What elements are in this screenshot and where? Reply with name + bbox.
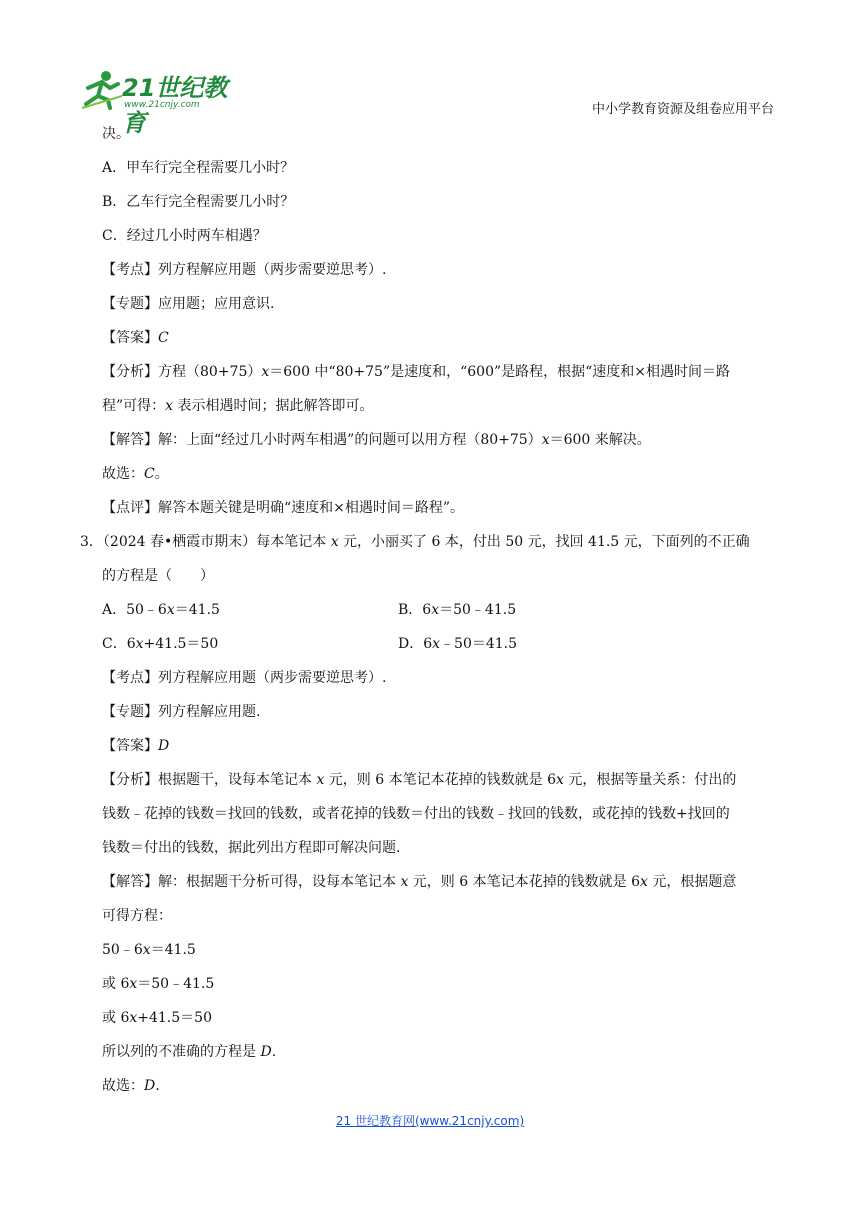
text-run: . — [271, 1044, 277, 1060]
q2-kaodian: 【考点】列方程解应用题（两步需要逆思考）. — [102, 262, 387, 278]
text-run: 【分析】方程（80+75） — [102, 364, 262, 380]
text-run: 【解答】解：根据题干分析可得，设每本笔记本 — [102, 874, 401, 890]
q3-option-c — [102, 634, 218, 654]
variable-x: x — [166, 602, 175, 618]
q2-fenxi-line1 — [102, 362, 730, 382]
q2-zhuanti: 【专题】应用题；应用意识. — [102, 296, 275, 312]
q2-stem-tail: 决。 — [102, 126, 130, 142]
page-header — [0, 0, 860, 137]
text-run: 元，则 6 本笔记本花掉的钱数就是 6 — [408, 874, 640, 890]
variable-x: x — [431, 602, 440, 618]
text-run: ＝600 来解决。 — [549, 432, 651, 448]
answer-value: C — [158, 330, 169, 346]
q3-option-b — [398, 600, 516, 620]
variable-x: x — [129, 1010, 138, 1026]
text-run: C．6 — [102, 636, 136, 652]
text-run: 元，小丽买了 6 本，付出 50 元，找回 41.5 元，下面列的不正确 — [338, 534, 750, 550]
text-run: 。 — [154, 466, 169, 482]
variable-x: x — [639, 874, 648, 890]
logo-text: 21世纪教育 — [122, 74, 228, 137]
text-run: ＝50﹣41.5 — [439, 602, 517, 618]
q3-jieda-line1 — [102, 872, 736, 892]
variable-x: x — [555, 772, 564, 788]
runner-logo-icon — [80, 70, 124, 110]
q2-guxuan — [102, 464, 169, 484]
q2-fenxi-line2 — [102, 396, 374, 416]
variable-x: x — [330, 534, 339, 550]
text-run: 程”可得： — [102, 398, 166, 414]
q3-answer — [102, 736, 169, 756]
text-run: 或 6 — [102, 1010, 130, 1026]
q3-guxuan — [102, 1076, 160, 1096]
q3-fenxi-line2: 钱数﹣花掉的钱数＝找回的钱数，或者花掉的钱数＝付出的钱数﹣找回的钱数，或花掉的钱数+找回的 — [102, 806, 730, 822]
platform-name: 中小学教育资源及组卷应用平台 — [591, 102, 774, 117]
text-run: ＝50﹣41.5 — [137, 976, 215, 992]
text-run: B．6 — [398, 602, 432, 618]
q3-equation-3 — [102, 1008, 212, 1028]
q3-zhuanti: 【专题】列方程解应用题. — [102, 704, 261, 720]
q3-kaodian: 【考点】列方程解应用题（两步需要逆思考）. — [102, 670, 387, 686]
text-run: ﹣50＝41.5 — [440, 636, 518, 652]
page-footer — [0, 1112, 860, 1129]
text-run: 表示相遇时间；据此解答即可。 — [173, 398, 374, 414]
text-run: 或 6 — [102, 976, 130, 992]
text-run: ＝41.5 — [174, 602, 220, 618]
q3-fenxi-line1 — [102, 770, 736, 790]
text-run: 50﹣6 — [102, 942, 143, 958]
q3-option-a — [102, 600, 220, 620]
logo-url: www.21cnjy.com — [124, 100, 200, 110]
q3-stem-line2: 的方程是（ ） — [102, 568, 214, 584]
choice-value: C — [144, 466, 155, 482]
q2-dianping: 【点评】解答本题关键是明确“速度和×相遇时间＝路程”。 — [102, 500, 465, 516]
q3-jieda-line2: 可得方程： — [102, 908, 172, 924]
q2-option-a: A．甲车行完全程需要几小时？ — [102, 160, 295, 176]
text-run: 3．（2024 春•栖霞市期末）每本笔记本 — [80, 534, 331, 550]
q3-fenxi-line3: 钱数＝付出的钱数，据此列出方程即可解决问题. — [102, 840, 401, 856]
text-run: 故选： — [102, 466, 144, 482]
variable-x: x — [165, 398, 174, 414]
text-run: . — [155, 1078, 160, 1094]
q3-equation-1 — [102, 940, 196, 960]
q3-conclusion — [102, 1042, 276, 1062]
variable-x: x — [316, 772, 325, 788]
text-run: ＝600 中“80+75”是速度和，“600”是路程，根据“速度和×相遇时间＝路 — [269, 364, 731, 380]
variable-x: x — [142, 942, 151, 958]
variable-x: x — [541, 432, 550, 448]
text-run: +41.5＝50 — [137, 1010, 212, 1026]
text-run: ＝41.5 — [150, 942, 196, 958]
q2-answer — [102, 328, 169, 348]
text-run: D．6 — [398, 636, 433, 652]
text-run: 【解答】解：上面“经过几小时两车相遇”的问题可以用方程（80+75） — [102, 432, 542, 448]
q2-option-b: B．乙车行完全程需要几小时？ — [102, 194, 295, 210]
answer-value: D — [158, 738, 170, 754]
q3-option-d — [398, 634, 517, 654]
q2-jieda — [102, 430, 651, 450]
q3-equation-2 — [102, 974, 214, 994]
footer-link[interactable]: 21 世纪教育网(www.21cnjy.com) — [335, 1114, 525, 1128]
variable-x: x — [432, 636, 441, 652]
choice-value: D — [260, 1044, 272, 1060]
variable-x: x — [135, 636, 144, 652]
q3-stem-line1 — [80, 532, 750, 552]
answer-label: 【答案】 — [102, 330, 158, 346]
text-run: 元，则 6 本笔记本花掉的钱数就是 6 — [324, 772, 556, 788]
text-run: 所以列的不准确的方程是 — [102, 1044, 261, 1060]
site-logo[interactable] — [80, 68, 250, 137]
text-run: A．50﹣6 — [102, 602, 167, 618]
variable-x: x — [400, 874, 409, 890]
answer-label: 【答案】 — [102, 738, 158, 754]
text-run: 元，根据题意 — [647, 874, 737, 890]
choice-value: D — [144, 1078, 156, 1094]
text-run: +41.5＝50 — [143, 636, 219, 652]
text-run: 元，根据等量关系：付出的 — [563, 772, 737, 788]
variable-x: x — [261, 364, 270, 380]
text-run: 【分析】根据题干，设每本笔记本 — [102, 772, 317, 788]
variable-x: x — [129, 976, 138, 992]
text-run: 故选： — [102, 1078, 144, 1094]
q2-option-c: C．经过几小时两车相遇？ — [102, 228, 267, 244]
